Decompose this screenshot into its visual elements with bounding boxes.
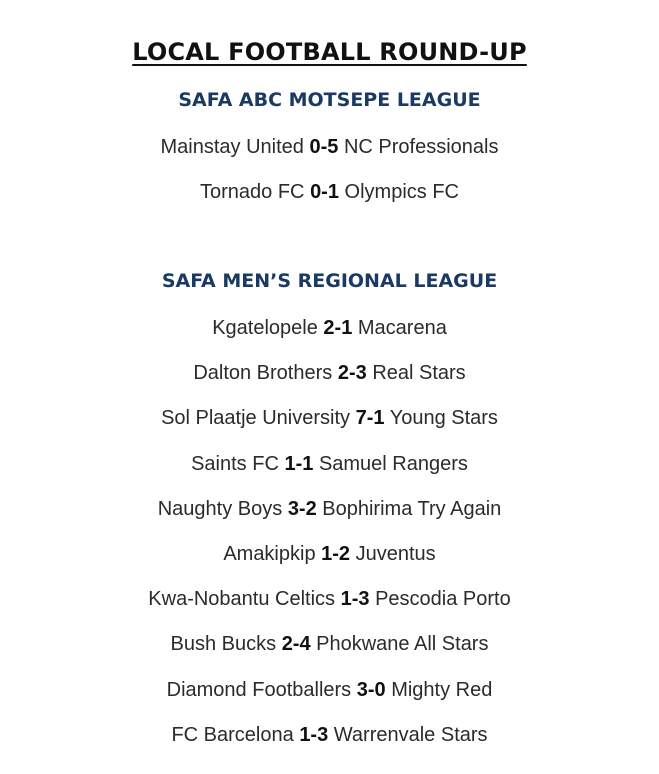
result-row <box>0 360 659 405</box>
away-team: NC Professionals <box>343 136 499 158</box>
result-row <box>0 496 659 541</box>
away-team: Macarena <box>357 317 447 339</box>
score: 1-3 <box>299 723 329 746</box>
score: 3-0 <box>356 678 386 701</box>
section-heading-regional-league: SAFA MEN’S REGIONAL LEAGUE <box>161 270 498 292</box>
away-team: Samuel Rangers <box>318 452 468 475</box>
result-row <box>0 586 659 631</box>
result-list-regional-league <box>0 315 659 767</box>
away-team: Mighty Red <box>391 678 493 701</box>
score: 2-3 <box>337 362 367 385</box>
away-team: Real Stars <box>372 362 466 385</box>
score: 2-4 <box>281 633 311 656</box>
away-team: Phokwane All Stars <box>316 633 489 656</box>
result-row <box>0 451 659 496</box>
home-team: Mainstay United <box>160 136 304 158</box>
result-row <box>0 179 659 224</box>
home-team: Dalton Brothers <box>193 362 333 385</box>
home-team: Kwa-Nobantu Celtics <box>148 588 336 611</box>
result-row <box>0 631 659 676</box>
score: 1-2 <box>321 542 351 565</box>
section-heading-motsepe-league: SAFA ABC MOTSEPE LEAGUE <box>178 89 481 111</box>
score: 7-1 <box>355 407 385 430</box>
home-team: Amakipkip <box>223 542 316 565</box>
away-team: Juventus <box>355 542 436 565</box>
score: 2-1 <box>323 317 353 339</box>
score: 1-3 <box>340 588 370 611</box>
result-row <box>0 134 659 179</box>
page-title: LOCAL FOOTBALL ROUND-UP <box>132 38 527 66</box>
home-team: Bush Bucks <box>170 633 277 656</box>
away-team: Olympics FC <box>344 181 459 204</box>
home-team: Kgatelopele <box>212 317 318 339</box>
away-team: Warrenvale Stars <box>333 723 488 746</box>
result-row <box>0 315 659 360</box>
home-team: Diamond Footballers <box>166 678 352 701</box>
result-list-motsepe-league <box>0 134 659 224</box>
away-team: Young Stars <box>389 407 498 430</box>
home-team: Sol Plaatje University <box>161 407 351 430</box>
score: 1-1 <box>284 452 314 475</box>
score: 3-2 <box>287 497 317 520</box>
score: 0-5 <box>309 136 339 158</box>
away-team: Bophirima Try Again <box>322 497 502 520</box>
home-team: FC Barcelona <box>171 723 294 746</box>
away-team: Pescodia Porto <box>375 588 511 611</box>
home-team: Naughty Boys <box>157 497 283 520</box>
result-row <box>0 405 659 450</box>
home-team: Tornado FC <box>200 181 305 204</box>
score: 0-1 <box>310 181 339 204</box>
result-row <box>0 677 659 722</box>
result-row <box>0 541 659 586</box>
result-row <box>0 722 659 767</box>
home-team: Saints FC <box>191 452 279 475</box>
